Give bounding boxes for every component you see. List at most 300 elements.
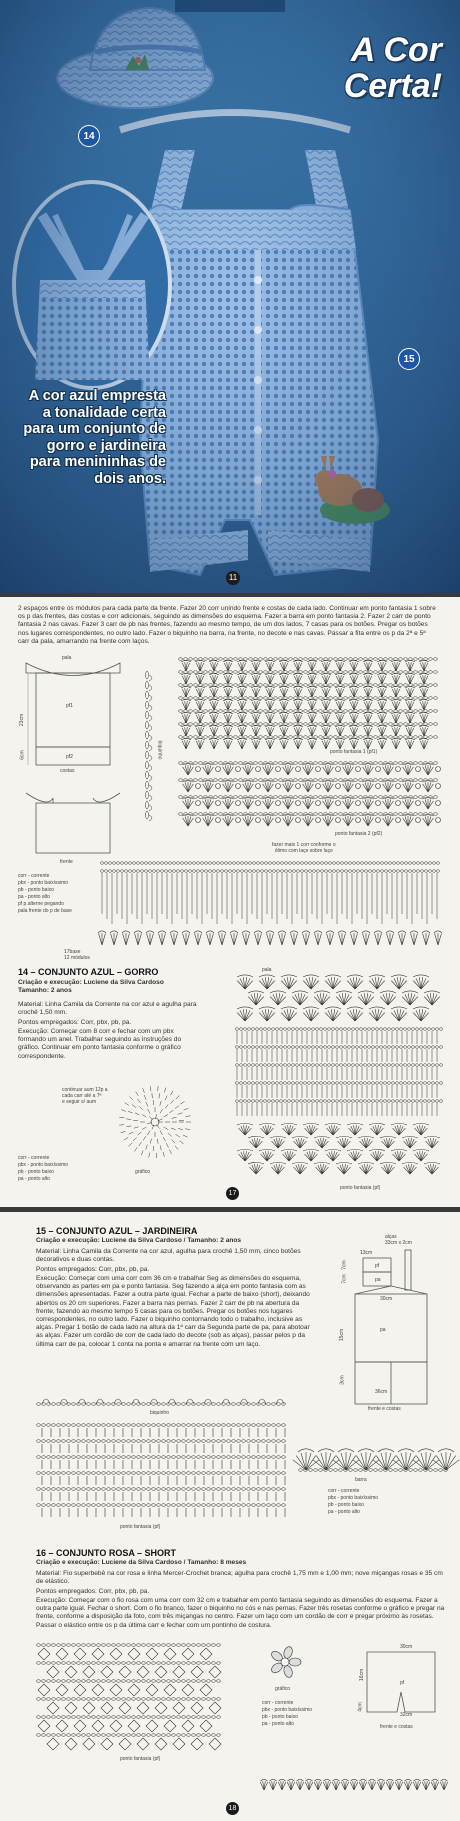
chart-symbol (160, 1101, 161, 1106)
stitch-symbol (423, 784, 428, 792)
stitch-symbol (314, 931, 322, 933)
chain-symbol (267, 1424, 271, 1427)
chain-symbol (67, 1488, 71, 1491)
chain-symbol (319, 796, 323, 799)
stitch-symbol (425, 800, 428, 809)
chain-symbol (189, 723, 193, 726)
chain-symbol (229, 710, 233, 713)
chain-symbol (97, 1662, 101, 1665)
chain-symbol (47, 1440, 51, 1443)
stitch-symbol (377, 686, 387, 688)
stitch-symbol (297, 1779, 304, 1781)
stitch-symbol (255, 934, 258, 945)
stitch-symbol (208, 783, 211, 792)
chain-symbol (359, 658, 363, 661)
stitch-symbol (181, 686, 191, 688)
chain-symbol (167, 1440, 171, 1443)
chain-symbol (389, 658, 393, 661)
stitch-symbol (293, 1460, 306, 1470)
stitch-symbol (363, 934, 366, 945)
chain-symbol (334, 723, 338, 726)
chain-symbol (434, 1469, 438, 1472)
section-14-points: Pontos empregados: Corr, pbx, pb, pa. (18, 1019, 132, 1026)
chain-symbol (314, 697, 318, 700)
chain-symbol (372, 1028, 375, 1031)
chain-symbol (334, 697, 338, 700)
chain-symbol (380, 1046, 383, 1049)
label-13cm: 13cm (360, 1250, 373, 1256)
chain-symbol (237, 1456, 241, 1459)
chain-symbol (162, 1716, 166, 1719)
chain-symbol (117, 1716, 121, 1719)
chain-symbol (177, 1644, 181, 1647)
stitch-symbol (195, 686, 205, 688)
chain-symbol (294, 723, 298, 726)
chain-symbol (181, 862, 184, 865)
stitch-symbol (185, 766, 188, 775)
chart-symbol (130, 1097, 134, 1101)
stitch-symbol (308, 767, 313, 775)
chain-symbol (244, 723, 248, 726)
chain-symbol (244, 1100, 247, 1103)
chain-symbol (229, 671, 233, 674)
stitch-symbol (419, 738, 429, 740)
chart-symbol (137, 1738, 149, 1750)
chain-symbol (82, 1680, 86, 1683)
stitch-symbol (405, 712, 415, 714)
chain-symbol (157, 870, 160, 873)
stitch-symbol (183, 801, 188, 809)
pattern-page-3 (0, 1212, 460, 1821)
chain-symbol (257, 1440, 261, 1443)
chain-symbol (279, 697, 283, 700)
chain-symbol (42, 1488, 46, 1491)
chart-symbol (296, 818, 301, 823)
chain-symbol (125, 870, 128, 873)
chain-symbol (389, 736, 393, 739)
chain-symbol (349, 684, 353, 687)
stitch-symbol (428, 767, 433, 775)
chain-symbol (408, 1046, 411, 1049)
chain-symbol (237, 862, 240, 865)
chain-symbol (265, 862, 268, 865)
chain-symbol (299, 796, 303, 799)
chart-symbol (196, 801, 201, 806)
stitch-symbol (405, 783, 408, 792)
chain-symbol (424, 684, 428, 687)
stitch-symbol (268, 817, 271, 826)
stitch-symbol (308, 784, 313, 792)
chain-symbol (247, 1504, 251, 1507)
stitch-symbol (408, 817, 411, 826)
legend-item: pa - ponto alto (262, 1721, 294, 1727)
stitch-symbol (305, 766, 308, 775)
chain-symbol (252, 1046, 255, 1049)
stitch-symbol (223, 738, 233, 740)
stitch-symbol (308, 817, 311, 826)
chain-symbol (384, 736, 388, 739)
chain-symbol (260, 1100, 263, 1103)
stitch-symbol (405, 673, 415, 675)
stitch-symbol (270, 1136, 286, 1138)
chain-symbol (229, 697, 233, 700)
chain-symbol (419, 1469, 423, 1472)
chart-symbol (149, 745, 152, 751)
stitch-symbol (293, 686, 303, 688)
chain-symbol (77, 1504, 81, 1507)
chain-symbol (236, 1100, 239, 1103)
chain-symbol (112, 1472, 116, 1475)
stitch-symbol (423, 767, 428, 775)
chain-symbol (248, 1064, 251, 1067)
chain-symbol (260, 1082, 263, 1085)
chart-symbol (144, 1095, 146, 1100)
chain-symbol (37, 1472, 41, 1475)
stitch-symbol (279, 725, 289, 727)
chain-symbol (404, 1082, 407, 1085)
label-biquinho: biquinho (156, 740, 163, 760)
stitch-symbol (321, 738, 331, 740)
stitch-symbol (380, 1162, 396, 1164)
chain-symbol (269, 684, 273, 687)
chain-symbol (224, 723, 228, 726)
chain-symbol (280, 1046, 283, 1049)
chain-symbol (365, 870, 368, 873)
chain-symbol (192, 1734, 196, 1737)
chain-symbol (267, 1472, 271, 1475)
chain-symbol (197, 1424, 201, 1427)
chain-symbol (434, 671, 438, 674)
chain-symbol (202, 1716, 206, 1719)
chain-symbol (242, 1403, 246, 1406)
chain-symbol (260, 1046, 263, 1049)
chain-symbol (52, 1734, 56, 1737)
chain-symbol (284, 1082, 287, 1085)
chart-symbol (376, 801, 381, 806)
chain-symbol (62, 1716, 66, 1719)
stitch-symbol (346, 1460, 359, 1470)
chain-symbol (147, 1644, 151, 1647)
chain-symbol (202, 1504, 206, 1507)
chain-symbol (269, 870, 272, 873)
chain-symbol (340, 1064, 343, 1067)
stitch-symbol (369, 1149, 385, 1151)
chain-symbol (274, 813, 278, 816)
chain-symbol (107, 1716, 111, 1719)
stitch-symbol (185, 800, 188, 809)
chain-symbol (339, 813, 343, 816)
stitch-symbol (294, 934, 297, 945)
chain-symbol (92, 1644, 96, 1647)
stitch-symbol (419, 673, 429, 675)
chain-symbol (261, 862, 264, 865)
chain-symbol (429, 736, 433, 739)
chain-symbol (400, 1046, 403, 1049)
stitch-symbol (237, 725, 247, 727)
stitch-symbol (306, 1453, 311, 1470)
chain-symbol (112, 1440, 116, 1443)
stitch-symbol (281, 1149, 297, 1151)
stitch-symbol (403, 801, 408, 809)
chain-symbol (165, 870, 168, 873)
chain-symbol (165, 862, 168, 865)
chain-symbol (324, 697, 328, 700)
chain-symbol (279, 658, 283, 661)
chart-symbol (137, 1702, 149, 1714)
chain-symbol (339, 736, 343, 739)
chain-symbol (172, 1734, 176, 1737)
stitch-symbol (338, 1449, 354, 1452)
chain-symbol (87, 1424, 91, 1427)
stitch-symbol (123, 934, 126, 945)
stitch-symbol (186, 934, 189, 945)
stitch-symbol (368, 817, 371, 826)
chain-symbol (52, 1680, 56, 1683)
chain-symbol (194, 671, 198, 674)
chain-symbol (237, 1403, 241, 1406)
chain-symbol (149, 862, 152, 865)
chain-symbol (242, 1440, 246, 1443)
chain-symbol (209, 736, 213, 739)
stitch-symbol (376, 1456, 386, 1470)
stitch-symbol (424, 1136, 440, 1138)
chart-symbol (146, 1145, 148, 1150)
chain-symbol (419, 697, 423, 700)
chain-symbol (247, 1488, 251, 1491)
chain-symbol (105, 862, 108, 865)
chain-symbol (428, 1064, 431, 1067)
chain-symbol (356, 1100, 359, 1103)
stitch-symbol (270, 1779, 277, 1781)
stitch-symbol (419, 725, 429, 727)
chain-symbol (308, 1028, 311, 1031)
stitch-symbol (325, 975, 341, 977)
stitch-symbol (228, 766, 231, 775)
chain-symbol (162, 1662, 166, 1665)
chain-symbol (394, 671, 398, 674)
chart-symbol (129, 1132, 134, 1134)
chain-symbol (356, 1028, 359, 1031)
chain-symbol (137, 1734, 141, 1737)
stitch-symbol (358, 1449, 374, 1452)
chain-symbol (122, 1488, 126, 1491)
chart-symbol (92, 1648, 104, 1660)
chain-symbol (437, 862, 440, 865)
stitch-symbol (351, 1779, 358, 1781)
chain-symbol (219, 779, 223, 782)
chain-symbol (299, 779, 303, 782)
stitch-symbol (150, 934, 153, 945)
stitch-symbol (303, 784, 308, 792)
chain-symbol (320, 1046, 323, 1049)
chain-symbol (217, 1424, 221, 1427)
chain-symbol (47, 1662, 51, 1665)
stitch-symbol (360, 1779, 367, 1781)
chain-symbol (219, 671, 223, 674)
chain-symbol (72, 1644, 76, 1647)
chain-symbol (217, 1403, 221, 1406)
legend-item: corr - corrente (18, 1155, 50, 1161)
chain-symbol (304, 697, 308, 700)
stitch-symbol (279, 934, 282, 945)
chain-symbol (137, 1424, 141, 1427)
chain-symbol (313, 862, 316, 865)
chain-symbol (248, 1082, 251, 1085)
chain-symbol (169, 870, 172, 873)
chain-symbol (279, 779, 283, 782)
legend2-list (18, 1155, 68, 1183)
stitch-symbol (270, 991, 286, 993)
chain-symbol (360, 1028, 363, 1031)
chain-symbol (132, 1504, 136, 1507)
stitch-symbol (405, 766, 408, 775)
chain-symbol (117, 1403, 121, 1406)
chain-symbol (319, 736, 323, 739)
chain-symbol (368, 1028, 371, 1031)
chart-symbol (149, 695, 152, 701)
stitch-symbol (268, 800, 271, 809)
chain-symbol (141, 870, 144, 873)
chain-symbol (237, 1488, 241, 1491)
chain-symbol (197, 1504, 201, 1507)
chain-symbol (37, 1440, 41, 1443)
chain-symbol (217, 1504, 221, 1507)
stitch-symbol (330, 934, 333, 945)
chain-symbol (364, 658, 368, 661)
chain-symbol (294, 736, 298, 739)
chain-symbol (329, 862, 332, 865)
chain-symbol (37, 1644, 41, 1647)
chain-symbol (309, 671, 313, 674)
chain-symbol (252, 1028, 255, 1031)
chain-symbol (289, 697, 293, 700)
chain-symbol (157, 1504, 161, 1507)
stitch-symbol (209, 712, 219, 714)
chain-symbol (205, 870, 208, 873)
chain-symbol (122, 1456, 126, 1459)
ponto-fantasia-2-chart (178, 759, 443, 829)
chain-symbol (127, 1472, 131, 1475)
stitch-symbol (308, 766, 311, 775)
chain-symbol (308, 1100, 311, 1103)
stitch-symbol (245, 817, 248, 826)
stitch-symbol (403, 818, 408, 826)
chart-symbol (56, 1648, 68, 1660)
chain-symbol (279, 796, 283, 799)
chain-symbol (267, 1440, 271, 1443)
stitch-symbol (345, 766, 348, 775)
chain-symbol (409, 723, 413, 726)
chart-symbol (164, 1115, 168, 1118)
chain-symbol (329, 710, 333, 713)
label-alcas-dim: 33cm x 2cm (385, 1240, 412, 1246)
chain-symbol (87, 1488, 91, 1491)
chain-symbol (399, 697, 403, 700)
chain-symbol (319, 813, 323, 816)
chain-symbol (280, 1028, 283, 1031)
label-modulos-2: 12 módulos (64, 955, 90, 961)
stitch-symbol (159, 934, 162, 945)
chain-symbol (67, 1440, 71, 1443)
stitch-symbol (303, 818, 308, 826)
chain-symbol (217, 1644, 221, 1647)
stitch-symbol (258, 934, 261, 945)
chain-symbol (385, 862, 388, 865)
chain-symbol (316, 1028, 319, 1031)
chart-symbol (92, 1720, 104, 1732)
chain-symbol (359, 736, 363, 739)
chain-symbol (393, 862, 396, 865)
chain-symbol (212, 1644, 216, 1647)
chain-symbol (172, 1504, 176, 1507)
stitch-symbol (342, 1779, 349, 1781)
chain-symbol (194, 779, 198, 782)
chain-symbol (42, 1734, 46, 1737)
label-ponto-fantasia-15: ponto fantasia (pf) (120, 1524, 161, 1530)
chain-symbol (252, 1456, 256, 1459)
chain-symbol (67, 1644, 71, 1647)
chain-symbol (264, 658, 268, 661)
chain-symbol (102, 1734, 106, 1737)
chain-symbol (294, 684, 298, 687)
stitch-symbol (368, 800, 371, 809)
stitch-symbol (380, 1136, 396, 1138)
chain-symbol (137, 1440, 141, 1443)
chain-symbol (249, 658, 253, 661)
chain-symbol (117, 1698, 121, 1701)
chain-symbol (384, 697, 388, 700)
legend-item: pa - ponto alto (328, 1509, 360, 1515)
chain-symbol (374, 710, 378, 713)
chain-symbol (107, 1456, 111, 1459)
chain-symbol (244, 671, 248, 674)
stitch-symbol (237, 673, 247, 675)
chain-symbol (202, 1488, 206, 1491)
chain-symbol (394, 684, 398, 687)
chain-symbol (97, 1734, 101, 1737)
chain-symbol (157, 1403, 161, 1406)
chain-symbol (400, 1064, 403, 1067)
chart-symbol (216, 801, 221, 806)
chain-symbol (72, 1716, 76, 1719)
chain-symbol (249, 684, 253, 687)
chain-symbol (309, 870, 312, 873)
chain-symbol (161, 862, 164, 865)
chain-symbol (162, 1644, 166, 1647)
chain-symbol (117, 1734, 121, 1737)
chain-symbol (242, 1504, 246, 1507)
stitch-symbol (306, 934, 309, 945)
stitch-symbol (325, 800, 328, 809)
chart-symbol (160, 1131, 163, 1135)
chart-symbol (376, 767, 381, 772)
stitch-symbol (208, 766, 211, 775)
section-15-material: Material: Linha Camila da Corrente na cor azul, agulha para crochê 1,50 mm, cinco botões decorativos e duas contas. (36, 1248, 301, 1264)
chain-symbol (282, 1424, 286, 1427)
chart-symbol (132, 1104, 136, 1107)
chart-symbol (336, 767, 341, 772)
chain-symbol (324, 1082, 327, 1085)
chain-symbol (341, 862, 344, 865)
chain-symbol (202, 1734, 206, 1737)
label-pala-2: pala (262, 967, 272, 973)
chart-symbol (155, 1666, 167, 1678)
chain-symbol (229, 870, 232, 873)
chain-symbol (82, 1644, 86, 1647)
chain-symbol (379, 736, 383, 739)
chain-symbol (419, 779, 423, 782)
chain-symbol (269, 671, 273, 674)
